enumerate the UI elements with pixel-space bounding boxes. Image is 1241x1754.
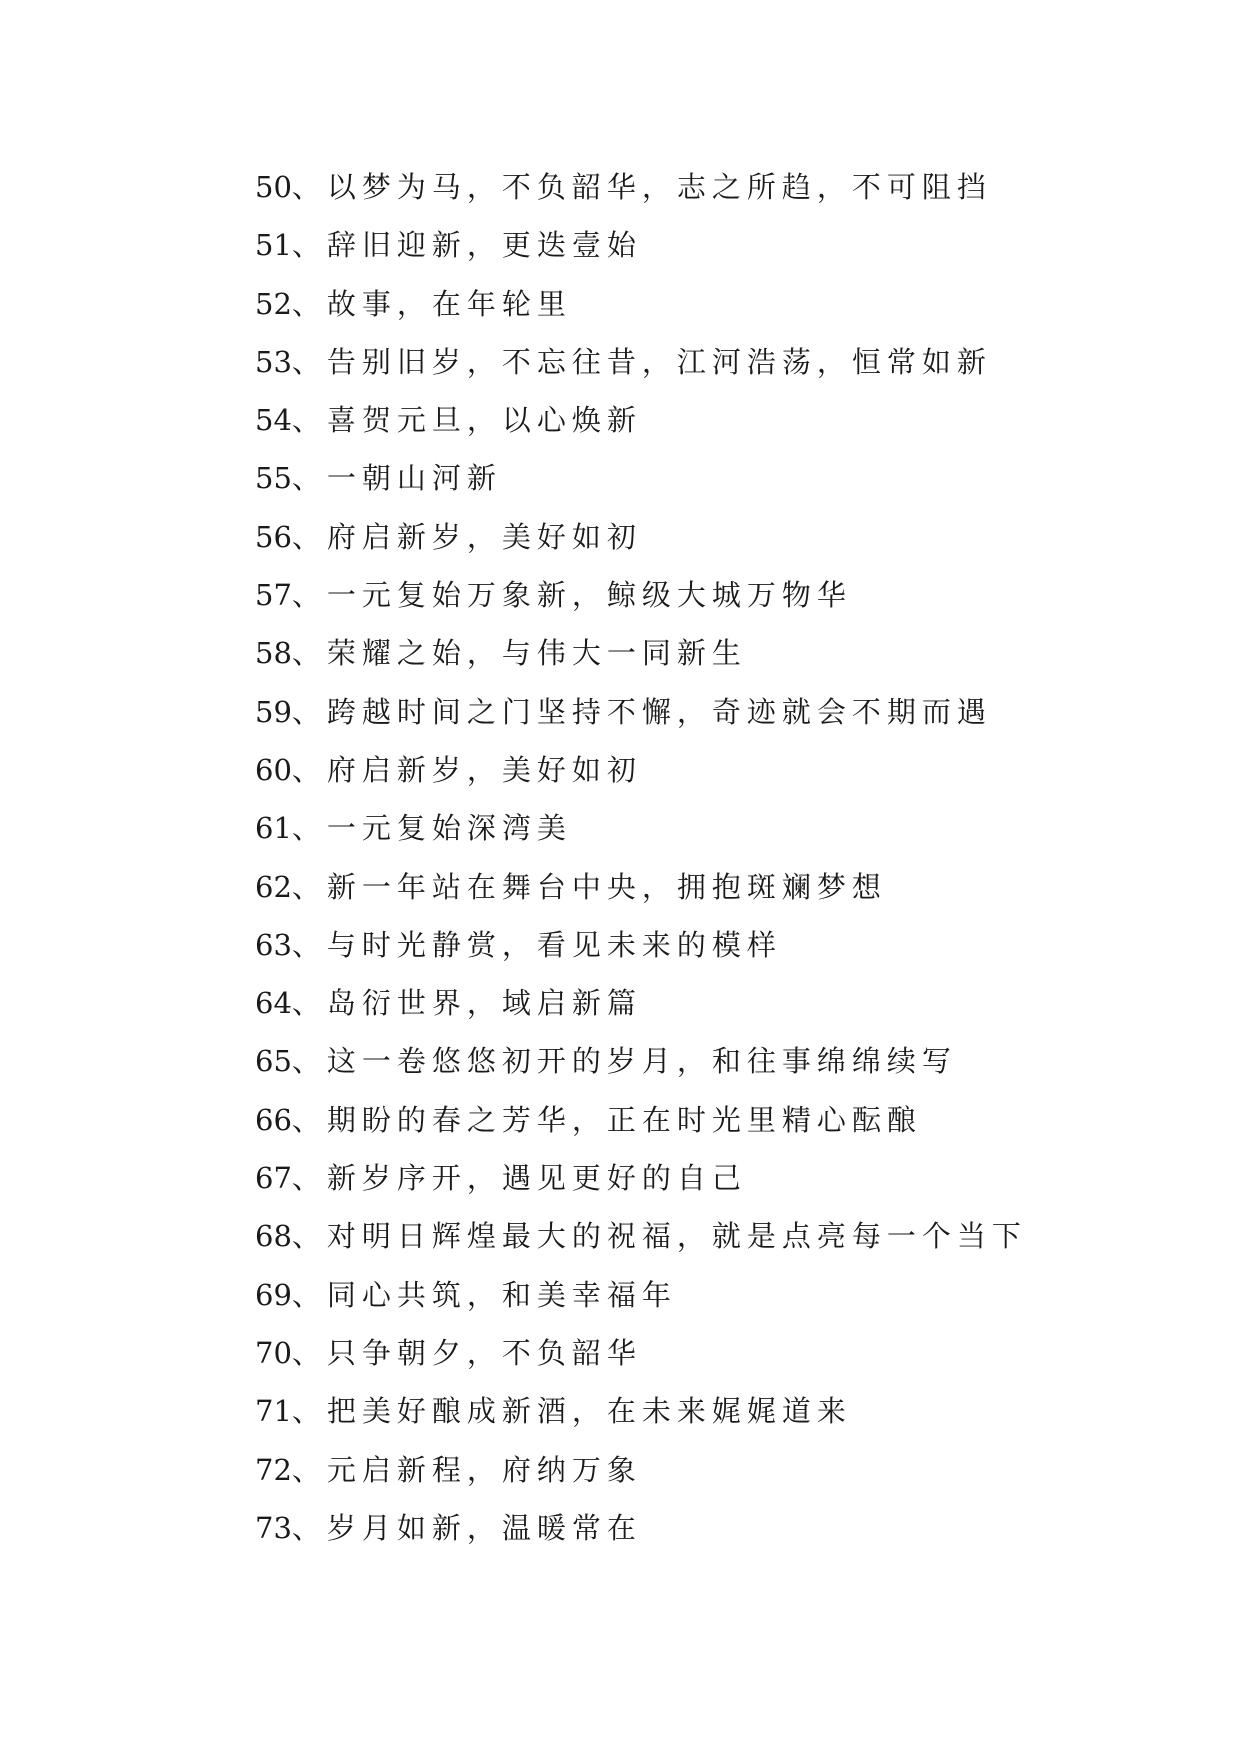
item-separator: 、 <box>291 752 327 787</box>
list-item <box>255 799 1155 857</box>
item-separator: 、 <box>291 578 327 613</box>
list-item <box>255 275 1155 333</box>
item-number: 71 <box>255 1394 292 1429</box>
item-text: 这一卷悠悠初开的岁月，和往事绵绵续写 <box>326 1044 957 1079</box>
item-text: 元启新程，府纳万象 <box>326 1452 642 1487</box>
item-text: 新一年站在舞台中央，拥抱斑斓梦想 <box>326 869 887 904</box>
item-number: 69 <box>255 1277 292 1312</box>
slogan-list <box>255 158 1155 1557</box>
item-number: 73 <box>255 1510 292 1545</box>
list-item <box>255 158 1155 216</box>
item-number: 68 <box>255 1219 292 1254</box>
item-number: 62 <box>255 869 292 904</box>
item-text: 一朝山河新 <box>326 461 502 496</box>
item-separator: 、 <box>291 1510 327 1545</box>
item-separator: 、 <box>291 1219 327 1254</box>
item-text: 辞旧迎新，更迭壹始 <box>326 228 642 263</box>
item-separator: 、 <box>291 927 327 962</box>
item-text: 告别旧岁，不忘往昔，江河浩荡，恒常如新 <box>326 344 992 379</box>
item-number: 58 <box>255 636 292 671</box>
item-number: 51 <box>255 228 292 263</box>
item-separator: 、 <box>291 1161 327 1196</box>
item-separator: 、 <box>291 1102 327 1137</box>
list-item <box>255 1091 1155 1149</box>
item-text: 期盼的春之芳华，正在时光里精心酝酿 <box>326 1102 922 1137</box>
item-separator: 、 <box>291 170 327 204</box>
item-separator: 、 <box>291 1044 327 1079</box>
item-text: 喜贺元旦，以心焕新 <box>326 403 642 438</box>
item-separator: 、 <box>291 811 327 846</box>
item-text: 对明日辉煌最大的祝福，就是点亮每一个当下 <box>326 1219 1027 1254</box>
item-number: 72 <box>255 1452 292 1487</box>
item-separator: 、 <box>291 1335 327 1370</box>
item-number: 54 <box>255 403 292 438</box>
list-item <box>255 974 1155 1032</box>
item-number: 55 <box>255 461 292 496</box>
list-item <box>255 1499 1155 1557</box>
item-number: 60 <box>255 752 292 787</box>
item-separator: 、 <box>291 636 327 671</box>
list-item <box>255 916 1155 974</box>
item-text: 府启新岁，美好如初 <box>326 752 642 787</box>
item-text: 一元复始万象新，鲸级大城万物华 <box>326 578 852 613</box>
item-separator: 、 <box>291 1394 327 1429</box>
item-number: 70 <box>255 1335 292 1370</box>
list-item <box>255 1441 1155 1499</box>
item-separator: 、 <box>291 461 327 496</box>
item-number: 57 <box>255 578 292 613</box>
item-number: 67 <box>255 1161 292 1196</box>
item-text: 一元复始深湾美 <box>326 811 572 846</box>
item-separator: 、 <box>291 344 327 379</box>
list-item <box>255 1266 1155 1324</box>
list-item <box>255 508 1155 566</box>
list-item <box>255 683 1155 741</box>
item-text: 只争朝夕，不负韶华 <box>326 1335 642 1370</box>
item-separator: 、 <box>291 869 327 904</box>
list-item <box>255 216 1155 274</box>
item-separator: 、 <box>291 986 327 1021</box>
item-number: 64 <box>255 986 292 1021</box>
item-text: 故事，在年轮里 <box>326 286 572 321</box>
item-number: 53 <box>255 344 292 379</box>
item-text: 府启新岁，美好如初 <box>326 519 642 554</box>
list-item <box>255 858 1155 916</box>
list-item <box>255 449 1155 507</box>
item-separator: 、 <box>291 1452 327 1487</box>
item-number: 50 <box>255 170 292 204</box>
item-text: 跨越时间之门坚持不懈，奇迹就会不期而遇 <box>326 694 992 729</box>
item-separator: 、 <box>291 403 327 438</box>
list-item <box>255 1324 1155 1382</box>
list-item <box>255 1149 1155 1207</box>
list-item <box>255 741 1155 799</box>
item-separator: 、 <box>291 1277 327 1312</box>
item-text: 同心共筑，和美幸福年 <box>326 1277 677 1312</box>
item-separator: 、 <box>291 519 327 554</box>
list-item <box>255 333 1155 391</box>
item-separator: 、 <box>291 228 327 263</box>
item-separator: 、 <box>291 286 327 321</box>
list-item <box>255 1382 1155 1440</box>
list-item <box>255 566 1155 624</box>
item-text: 把美好酿成新酒，在未来娓娓道来 <box>326 1394 852 1429</box>
item-text: 荣耀之始，与伟大一同新生 <box>326 636 747 671</box>
item-text: 与时光静赏，看见未来的模样 <box>326 927 782 962</box>
list-item <box>255 1032 1155 1090</box>
item-number: 65 <box>255 1044 292 1079</box>
item-text: 以梦为马，不负韶华，志之所趋，不可阻挡 <box>326 170 992 204</box>
item-text: 新岁序开，遇见更好的自己 <box>326 1161 747 1196</box>
item-number: 61 <box>255 811 292 846</box>
list-item <box>255 391 1155 449</box>
item-number: 63 <box>255 927 292 962</box>
item-text: 岛衍世界，域启新篇 <box>326 986 642 1021</box>
item-number: 52 <box>255 286 292 321</box>
item-separator: 、 <box>291 694 327 729</box>
item-text: 岁月如新，温暖常在 <box>326 1510 642 1545</box>
item-number: 59 <box>255 694 292 729</box>
list-item <box>255 1207 1155 1265</box>
list-item <box>255 624 1155 682</box>
item-number: 66 <box>255 1102 292 1137</box>
item-number: 56 <box>255 519 292 554</box>
